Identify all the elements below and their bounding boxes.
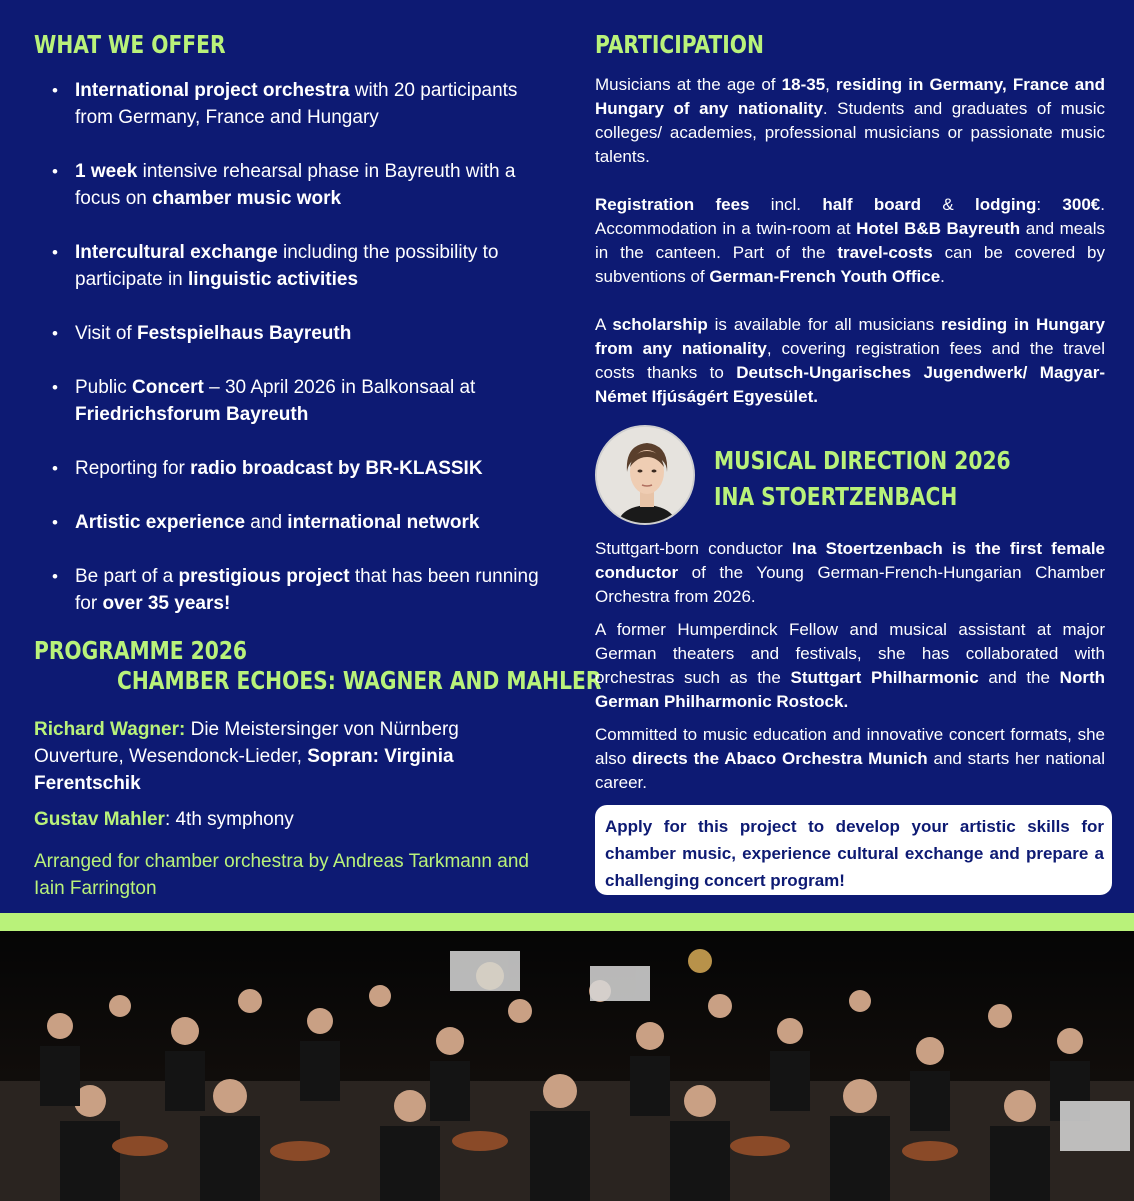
conductor-portrait xyxy=(595,425,695,525)
participation-heading: PARTICIPATION xyxy=(595,30,764,59)
list-item: • Artistic experience and international network xyxy=(52,509,552,536)
conductor-name: INA STOERTZENBACH xyxy=(714,482,958,511)
orchestra-photo xyxy=(0,931,1134,1201)
programme-arranged: Arranged for chamber orchestra by Andreas Tarkmann and Iain Farrington xyxy=(34,851,529,899)
list-item: • Intercultural exchange including the possibility to participate in linguistic activities xyxy=(52,239,552,293)
list-item: • Public Concert – 30 April 2026 in Balkonsaal at Friedrichsforum Bayreuth xyxy=(52,374,552,428)
participation-paragraph: Musicians at the age of 18-35, residing in Germany, France and Hungary of any nationality. Students and graduates of music colleges/ academies, professional musicians or passionate music talents. xyxy=(595,75,1105,166)
direction-paragraph-2: A former Humperdinck Fellow and musical assistant at major German theaters and festivals, she has collaborated with orchestras such as the Stuttgart Philharmonic and the North German Philharmonic Rostock. xyxy=(595,620,1105,711)
direction-paragraph-3: Committed to music education and innovative concert formats, she also directs the Abaco Orchestra Munich and starts her national career. xyxy=(595,725,1105,792)
programme-heading: PROGRAMME 2026 xyxy=(34,636,248,665)
programme-mahler: Gustav Mahler: 4th symphony xyxy=(34,809,294,830)
accent-divider xyxy=(0,913,1134,931)
list-item: • Visit of Festspielhaus Bayreuth xyxy=(52,320,552,347)
programme-wagner: Richard Wagner: Die Meistersinger von Nürnberg Ouverture, Wesendonck-Lieder, Sopran: Virginia Ferentschik xyxy=(34,719,459,794)
list-item: • Reporting for radio broadcast by BR-KLASSIK xyxy=(52,455,552,482)
list-item: • Be part of a prestigious project that has been running for over 35 years! xyxy=(52,563,552,617)
offer-list xyxy=(52,77,552,644)
list-item: • 1 week intensive rehearsal phase in Bayreuth with a focus on chamber music work xyxy=(52,158,552,212)
portrait-image xyxy=(597,427,695,525)
apply-text: Apply for this project to develop your artistic skills for chamber music, experience cultural exchange and prepare a challenging concert program! xyxy=(605,817,1104,890)
scholarship-paragraph: A scholarship is available for all musicians residing in Hungary from any nationality, covering registration fees and the travel costs thanks to Deutsch-Ungarisches Jugendwerk/ Magyar-Német Ifjúságért Egyesület. xyxy=(595,315,1105,406)
orchestra-image xyxy=(0,931,1134,1201)
apply-callout xyxy=(595,805,1112,895)
offer-heading: WHAT WE OFFER xyxy=(34,30,226,59)
programme-subheading: CHAMBER ECHOES: WAGNER AND MAHLER xyxy=(117,666,602,695)
list-item: • International project orchestra with 20 participants from Germany, France and Hungary xyxy=(52,77,552,131)
direction-heading: MUSICAL DIRECTION 2026 xyxy=(714,446,1011,475)
direction-paragraph-1: Stuttgart-born conductor Ina Stoertzenbach is the first female conductor of the Young German-French-Hungarian Chamber Orchestra from 2026. xyxy=(595,539,1106,606)
fees-paragraph: Registration fees incl. half board & lodging: 300€. Accommodation in a twin-room at Hotel B&B Bayreuth and meals in the canteen. Part of the travel-costs can be covered by subventions of German-French Youth Office. xyxy=(595,195,1105,286)
